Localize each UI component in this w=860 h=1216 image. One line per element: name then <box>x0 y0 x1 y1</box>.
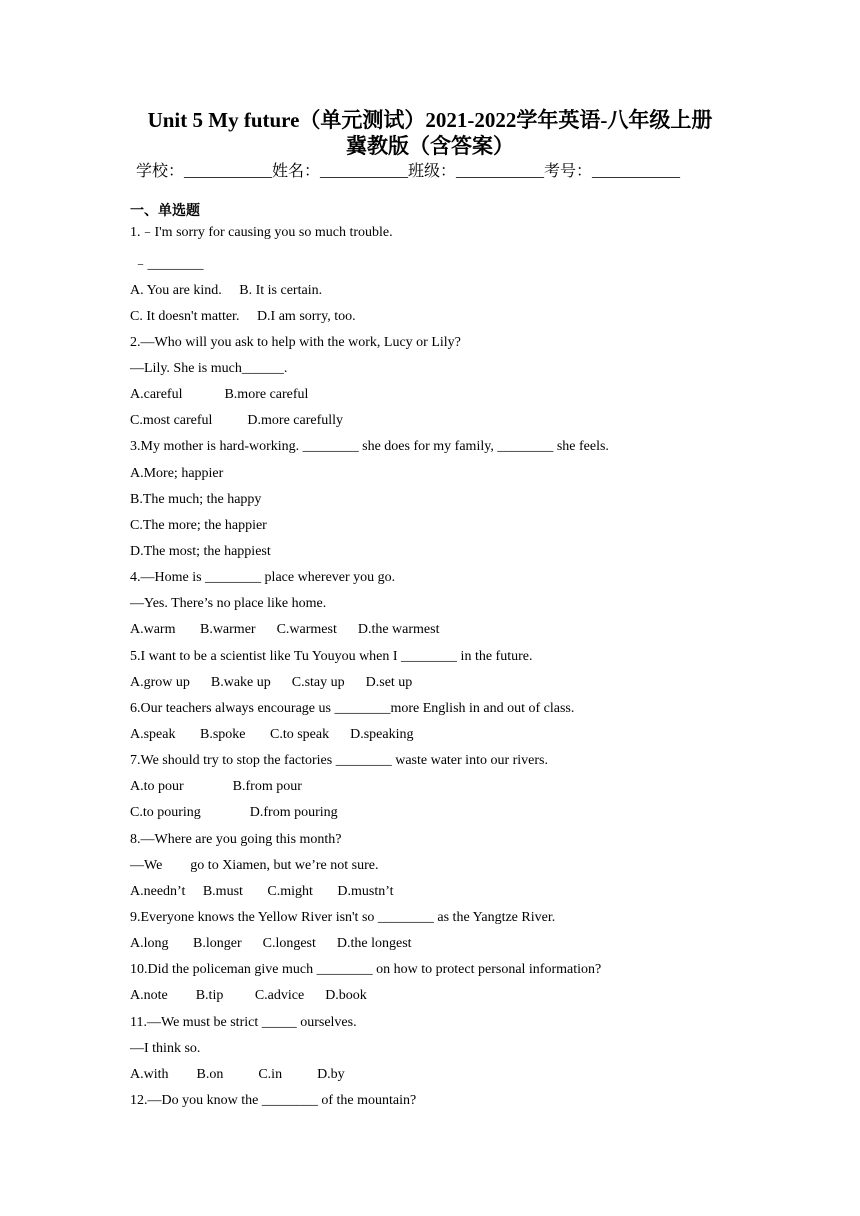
option-line: A.speak B.spoke C.to speak D.speaking <box>130 727 414 742</box>
option-line: A.to pour B.from pour <box>130 779 302 794</box>
question-line: 11.—We must be strict _____ ourselves. <box>130 1015 357 1030</box>
question-line: 1.﹣I'm sorry for causing you so much trouble. <box>130 225 393 240</box>
option-line: A.warm B.warmer C.warmest D.the warmest <box>130 622 440 637</box>
question-line: ﹣________ <box>130 257 204 272</box>
option-line: A.with B.on C.in D.by <box>130 1067 345 1082</box>
option-line: D.The most; the happiest <box>130 544 271 559</box>
question-line: 6.Our teachers always encourage us ________more English in and out of class. <box>130 701 575 716</box>
question-line: 5.I want to be a scientist like Tu Youyou when I ________ in the future. <box>130 649 533 664</box>
question-line: 3.My mother is hard-working. ________ she does for my family, ________ she feels. <box>130 439 609 454</box>
document-subtitle: 冀教版（含答案） <box>346 134 514 158</box>
student-info-line: 学校：___________姓名：___________班级：___________考号：___________ <box>136 163 681 180</box>
option-line: B.The much; the happy <box>130 492 262 507</box>
option-line: A.grow up B.wake up C.stay up D.set up <box>130 675 413 690</box>
question-line: 8.—Where are you going this month? <box>130 832 342 847</box>
question-line: 12.—Do you know the ________ of the mountain? <box>130 1093 417 1108</box>
option-line: A.long B.longer C.longest D.the longest <box>130 936 412 951</box>
option-line: C.The more; the happier <box>130 518 267 533</box>
question-line: —We go to Xiamen, but we’re not sure. <box>130 858 379 873</box>
question-line: 9.Everyone knows the Yellow River isn't so ________ as the Yangtze River. <box>130 910 556 925</box>
option-line: C.most careful D.more carefully <box>130 413 344 428</box>
question-line: 2.—Who will you ask to help with the work, Lucy or Lily? <box>130 335 461 350</box>
option-line: A. You are kind. B. It is certain. <box>130 283 323 298</box>
question-line: —I think so. <box>130 1041 201 1056</box>
question-line: —Lily. She is much______. <box>130 361 288 376</box>
question-line: 7.We should try to stop the factories ________ waste water into our rivers. <box>130 753 549 768</box>
document-title: Unit 5 My future（单元测试）2021-2022学年英语-八年级上册 <box>147 108 713 132</box>
question-line: 10.Did the policeman give much ________ on how to protect personal information? <box>130 962 602 977</box>
option-line: C.to pouring D.from pouring <box>130 805 338 820</box>
option-line: A.needn’t B.must C.might D.mustn’t <box>130 884 394 899</box>
question-line: —Yes. There’s no place like home. <box>130 596 327 611</box>
option-line: A.More; happier <box>130 466 224 481</box>
option-line: A.careful B.more careful <box>130 387 309 402</box>
section-title: 一、单选题 <box>130 204 200 219</box>
question-line: 4.—Home is ________ place wherever you go. <box>130 570 396 585</box>
option-line: C. It doesn't matter. D.I am sorry, too. <box>130 309 356 324</box>
option-line: A.note B.tip C.advice D.book <box>130 988 367 1003</box>
